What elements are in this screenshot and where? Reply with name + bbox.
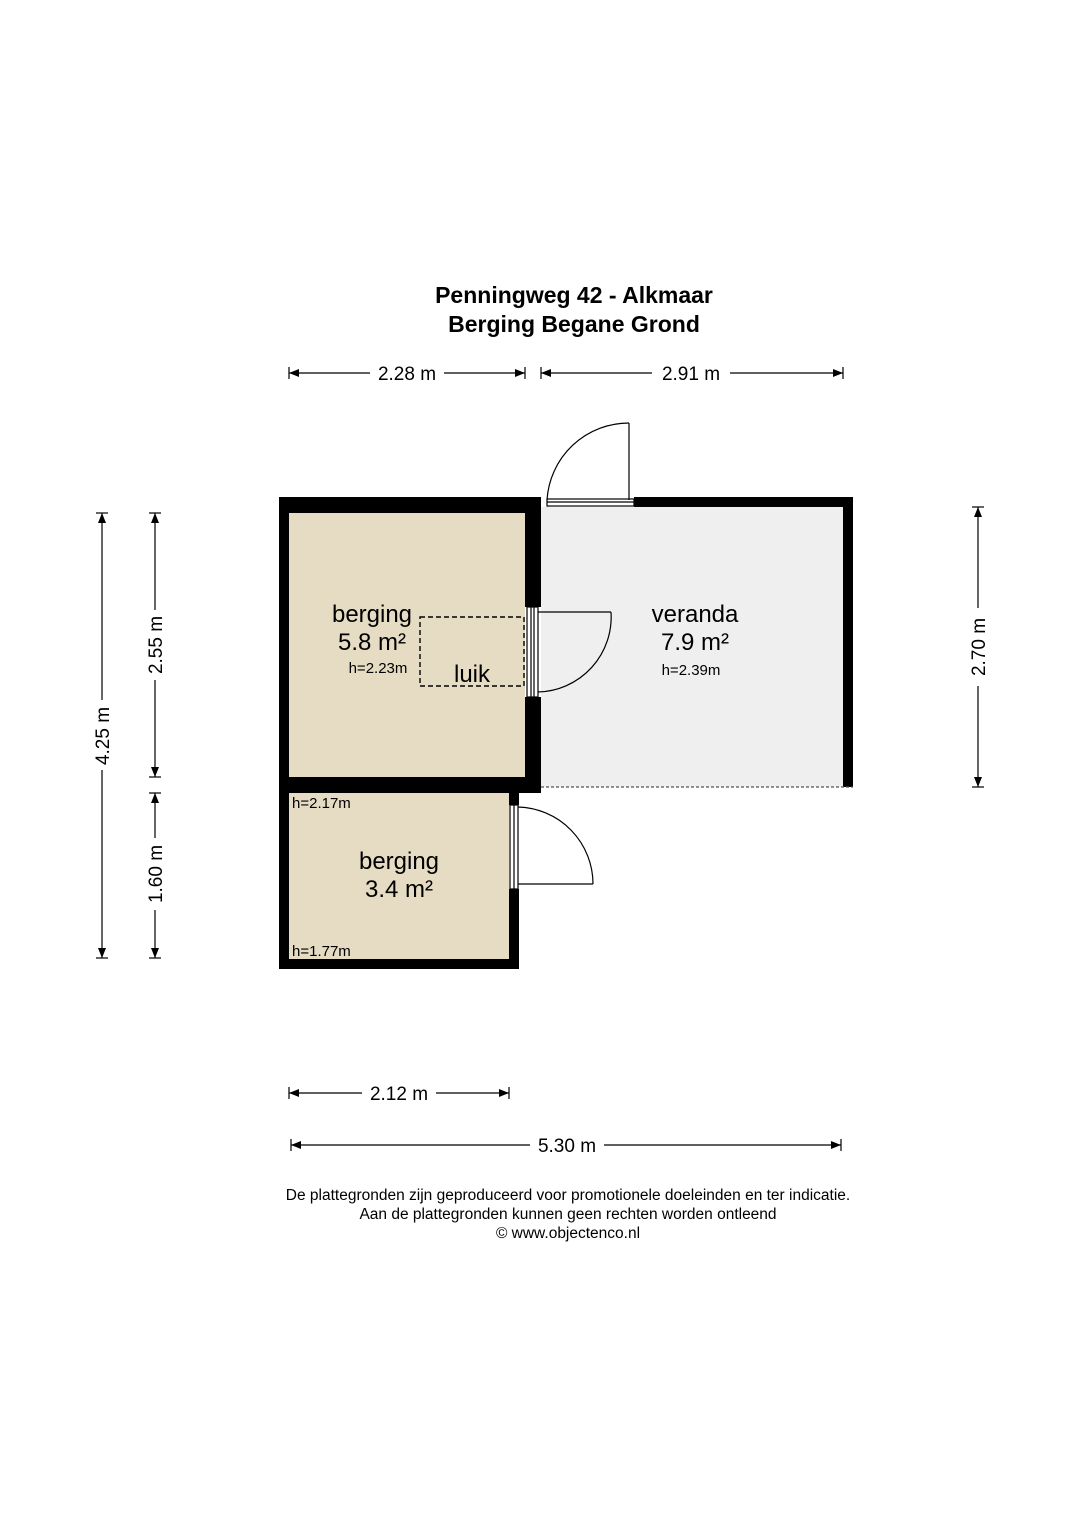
berging-1-area: 5.8 m² xyxy=(337,629,407,656)
berging-2-height-top: h=2.17m xyxy=(292,795,351,812)
plan-title: Penningweg 42 - Alkmaar xyxy=(435,282,713,308)
veranda-height: h=2.39m xyxy=(661,662,721,679)
dim-label-left-total: 4.25 m xyxy=(93,706,114,766)
door-veranda-top xyxy=(547,423,634,506)
disclaimer xyxy=(28,1186,1080,1243)
hatch-label: luik xyxy=(453,661,491,688)
berging-1-name: berging xyxy=(331,601,413,628)
disclaimer-line-1: De plattegronden zijn geproduceerd voor promotionele doeleinden en ter indicatie. xyxy=(285,1187,851,1204)
dim-label-top-right: 2.91 m xyxy=(661,364,721,385)
copyright-link[interactable]: © www.objectenco.nl xyxy=(495,1225,641,1242)
berging-1-floor xyxy=(289,513,525,777)
berging-1-height: h=2.23m xyxy=(348,660,408,677)
berging-2-name: berging xyxy=(358,848,440,875)
dim-label-bottom-small: 2.12 m xyxy=(369,1084,429,1105)
dim-label-left-lower: 1.60 m xyxy=(146,844,167,904)
dim-label-top-left: 2.28 m xyxy=(377,364,437,385)
berging-2-height-bottom: h=1.77m xyxy=(292,943,351,960)
plan-subtitle: Berging Begane Grond xyxy=(448,311,700,337)
disclaimer-line-2: Aan de plattegronden kunnen geen rechten worden ontleend xyxy=(359,1206,777,1223)
dim-label-right: 2.70 m xyxy=(969,617,990,677)
veranda-name: veranda xyxy=(651,601,739,628)
door-berging-2 xyxy=(510,805,593,889)
dim-label-bottom-total: 5.30 m xyxy=(537,1136,597,1157)
dim-label-left-upper: 2.55 m xyxy=(146,615,167,675)
veranda-area: 7.9 m² xyxy=(660,629,730,656)
berging-2-area: 3.4 m² xyxy=(364,876,434,903)
